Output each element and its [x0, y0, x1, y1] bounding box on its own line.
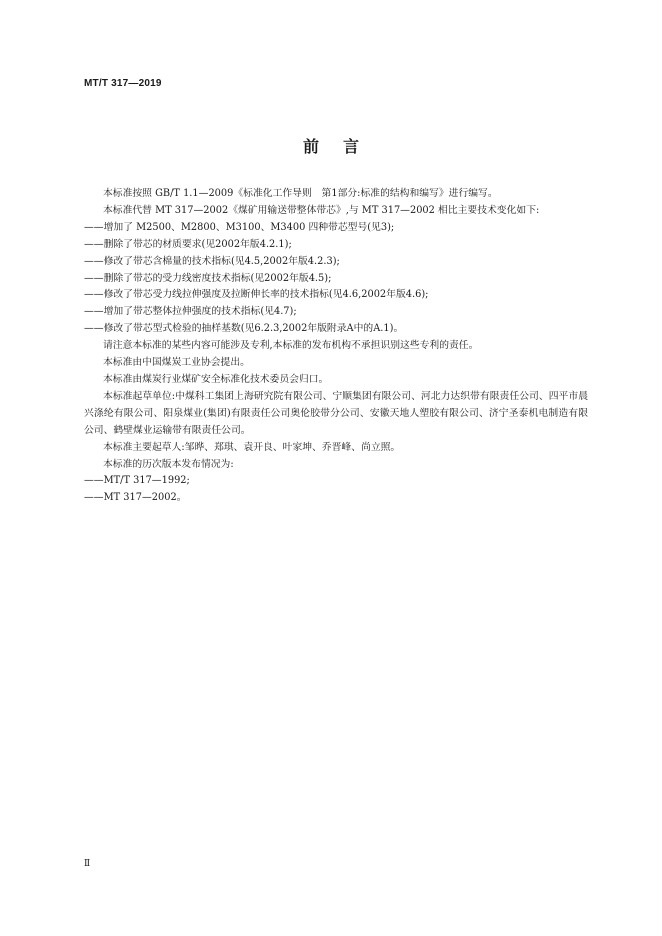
change-item: ——修改了带芯型式检验的抽样基数(见6.2.3,2002年版附录A中的A.1)。 — [84, 323, 404, 335]
paragraph-patent-notice: 请注意本标准的某些内容可能涉及专利,本标准的发布机构不承担识别这些专利的责任。 — [103, 340, 479, 352]
paragraph-history-intro: 本标准的历次版本发布情况为: — [103, 458, 234, 470]
foreword-body — [84, 186, 588, 507]
page-number: Ⅱ — [84, 859, 91, 869]
history-item: ——MT 317—2002。 — [84, 492, 187, 504]
change-item: ——修改了带芯含棉量的技术指标(见4.5,2002年版4.2.3); — [84, 255, 340, 267]
paragraph-replaces: 本标准代替 MT 317—2002《煤矿用输送带整体带芯》,与 MT 317—2002 相比主要技术变化如下: — [103, 204, 540, 216]
change-item: ——增加了 M2500、M2800、M3100、M3400 四种带芯型号(见3); — [84, 221, 395, 233]
history-item: ——MT/T 317—1992; — [84, 475, 190, 487]
change-item: ——删除了带芯的材质要求(见2002年版4.2.1); — [84, 238, 292, 250]
paragraph-drafting-rules: 本标准按照 GB/T 1.1—2009《标准化工作导则 第1部分:标准的结构和编写》进行编写。 — [103, 188, 498, 199]
change-item: ——修改了带芯受力线拉伸强度及拉断伸长率的技术指标(见4.6,2002年版4.6); — [84, 289, 429, 301]
paragraph-drafters: 本标准主要起草人:邹晔、郑琪、袁开良、叶家坤、乔晋峰、尚立照。 — [103, 441, 401, 453]
paragraph-committee: 本标准由煤炭行业煤矿安全标准化技术委员会归口。 — [103, 373, 329, 385]
page-title: 前言 — [302, 137, 383, 156]
standard-code: MT/T 317—2019 — [84, 78, 162, 89]
change-item: ——删除了带芯的受力线密度技术指标(见2002年版4.5); — [84, 272, 332, 284]
paragraph-proposer: 本标准由中国煤炭工业协会提出。 — [103, 357, 250, 369]
paragraph-drafting-units: 本标准起草单位:中煤科工集团上海研究院有限公司、宁顺集团有限公司、河北力达织带有限责任公司、四平市晨兴涤纶有限公司、阳泉煤业(集团)有限责任公司奥伦胶带分公司、安徽天地人塑胶有限公司、济宁圣泰机电制造有限公司、鹤壁煤业运输带有限责任公司。 — [84, 390, 588, 436]
change-item: ——增加了带芯整体拉伸强度的技术指标(见4.7); — [84, 306, 297, 318]
